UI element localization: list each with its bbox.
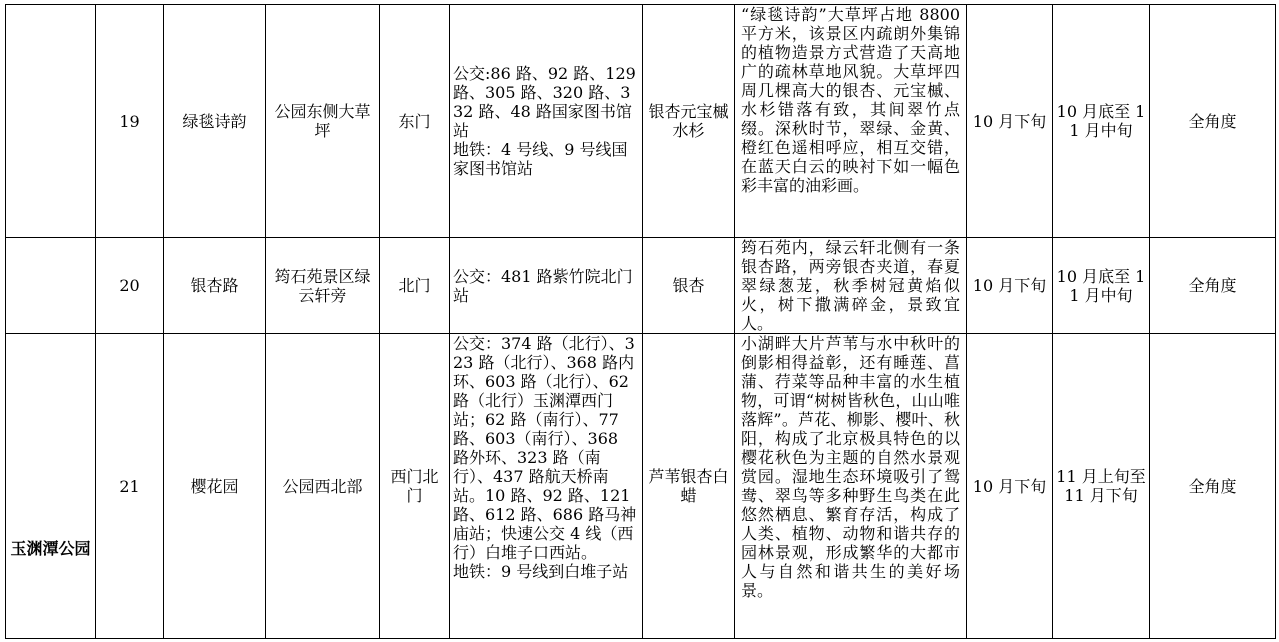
spot-name: 银杏路 (164, 238, 266, 334)
transit-info (450, 238, 643, 334)
transit-info (450, 334, 643, 639)
row-number: 20 (96, 238, 164, 334)
transit-subway: 地铁：4 号线、9 号线国家图书馆站 (453, 140, 628, 178)
spot-location: 公园东侧大草坪 (266, 5, 380, 238)
spot-name: 樱花园 (164, 334, 266, 639)
shooting-angle: 全角度 (1150, 5, 1276, 238)
spot-description: “绿毯诗韵”大草坪占地 8800 平方米，该景区内疏朗外集锦的植物造景方式营造了天高地广的疏林草地风貌。大草坪四周几棵高大的银杏、元宝槭、水杉错落有致，其间翠竹点缀。深秋时节，翠绿、金黄、橙红色遥相呼应，相互交错，在蓝天白云的映衬下如一幅色彩丰富的油彩画。 (735, 5, 967, 238)
entry-gate: 北门 (380, 238, 450, 334)
park-cell (6, 238, 96, 334)
viewing-period: 10 月底至 11 月中旬 (1053, 5, 1150, 238)
shooting-angle: 全角度 (1150, 334, 1276, 639)
best-viewing-time: 10 月下旬 (967, 5, 1053, 238)
transit-subway: 地铁：9 号线到白堆子站 (453, 562, 629, 581)
table-row (6, 238, 1276, 334)
tree-species: 银杏 (643, 238, 735, 334)
spot-location: 公园西北部 (266, 334, 380, 639)
shooting-angle: 全角度 (1150, 238, 1276, 334)
scenic-spots-table (5, 4, 1276, 639)
spot-location: 筠石苑景区绿云轩旁 (266, 238, 380, 334)
viewing-period: 11 月上旬至 11 月下旬 (1053, 334, 1150, 639)
tree-species: 芦苇银杏白蜡 (643, 334, 735, 639)
spot-description: 小湖畔大片芦苇与水中秋叶的倒影相得益彰，还有睡莲、菖蒲、荇菜等品种丰富的水生植物，可谓“树树皆秋色，山山唯落辉”。芦花、柳影、樱叶、秋阳，构成了北京极具特色的以樱花秋色为主题的自然水景观赏园。湿地生态环境吸引了鸳鸯、翠鸟等多种野生鸟类在此悠然栖息、繁育存活，构成了人类、植物、动物和谐共存的园林景观，形成繁华的大都市人与自然和谐共生的美好场景。 (735, 334, 967, 639)
park-cell (6, 5, 96, 238)
table-row (6, 334, 1276, 639)
transit-info (450, 5, 643, 238)
best-viewing-time: 10 月下旬 (967, 334, 1053, 639)
spot-name: 绿毯诗韵 (164, 5, 266, 238)
park-name: 玉渊潭公园 (6, 334, 96, 639)
spot-description: 筠石苑内，绿云轩北侧有一条银杏路，两旁银杏夹道，春夏翠绿葱茏，秋季树冠黄焰似火，树下撒满碎金，景致宜人。 (735, 238, 967, 334)
tree-species: 银杏元宝槭水杉 (643, 5, 735, 238)
viewing-period: 10 月底至 11 月中旬 (1053, 238, 1150, 334)
transit-bus: 公交:86 路、92 路、129 路、305 路、320 路、332 路、48 路国家图书馆站 (453, 64, 636, 140)
transit-bus: 公交：481 路紫竹院北门站 (453, 266, 633, 305)
entry-gate: 西门北门 (380, 334, 450, 639)
table-row (6, 5, 1276, 238)
row-number: 19 (96, 5, 164, 238)
row-number: 21 (96, 334, 164, 639)
transit-bus: 公交：374 路（北行）、323 路（北行）、368 路内环、603 路（北行）、62 路（北行）玉渊潭西门站；62 路（南行）、77 路、603（南行）、368 路外环、323 路（南行）、437 路航天桥南站。10 路、92 路、121 路、612 路、686 路马神庙站；快速公交 4 线（西行）白堆子口西站。 (453, 334, 637, 562)
best-viewing-time: 10 月下旬 (967, 238, 1053, 334)
entry-gate: 东门 (380, 5, 450, 238)
